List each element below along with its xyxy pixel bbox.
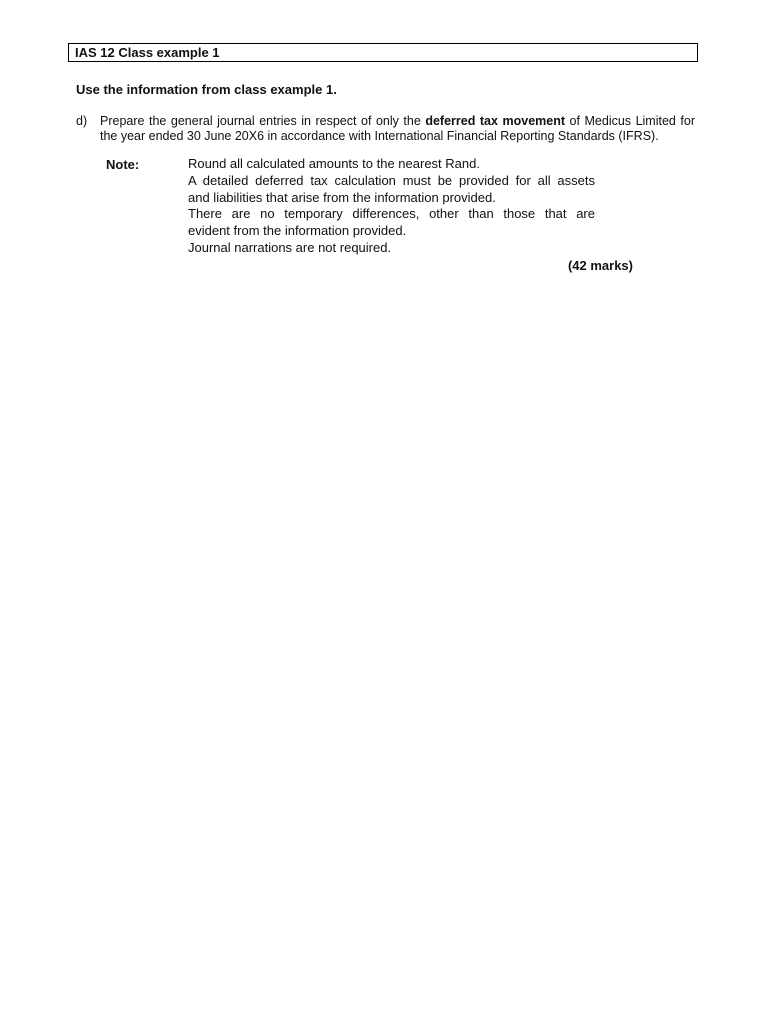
note-line: There are no temporary differences, other than those that are: [188, 206, 595, 222]
question-text-after: of Medicus Limited for the year ended 30 June 20X6 in accordance with International Financial Reporting Standards (IFRS).: [100, 114, 695, 143]
note-line: and liabilities that arise from the information provided.: [188, 189, 496, 205]
marks-total: (42 marks): [567, 258, 633, 273]
question-text: [100, 114, 695, 144]
question-marker: d): [76, 114, 88, 128]
note-line: evident from the information provided.: [188, 223, 407, 239]
note-line: Round all calculated amounts to the nearest Rand.: [188, 156, 480, 171]
note-body: [188, 156, 595, 257]
question-text-before: Prepare the general journal entries in respect of only the: [100, 114, 426, 128]
note-line: A detailed deferred tax calculation must be provided for all assets: [188, 172, 595, 188]
instruction-heading: Use the information from class example 1.: [76, 82, 337, 97]
note-line: Journal narrations are not required.: [188, 239, 392, 255]
question-text-bold: deferred tax movement: [425, 114, 566, 128]
note-label: Note:: [106, 157, 140, 172]
page-title: IAS 12 Class example 1: [68, 43, 698, 62]
